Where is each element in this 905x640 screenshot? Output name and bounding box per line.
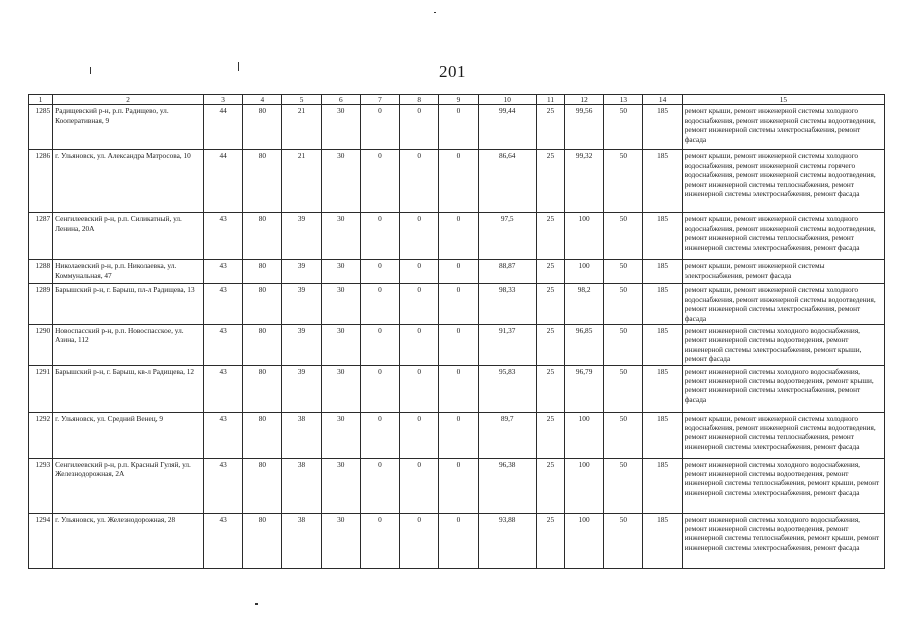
address-cell: г. Ульяновск, ул. Александра Матросова, 10 (53, 150, 204, 213)
value-cell: 80 (243, 365, 282, 412)
page-number: 201 (439, 62, 466, 81)
address-cell: Радищевский р-н, р.п. Радищево, ул. Кооперативная, 9 (53, 105, 204, 150)
address-cell: Сенгилеевский р-н, р.п. Красный Гуляй, ул. Железнодорожная, 2А (53, 458, 204, 513)
value-cell: 30 (321, 284, 360, 325)
column-header: 3 (204, 95, 243, 105)
address-cell: Новоспасский р-н, р.п. Новоспасское, ул. Азина, 112 (53, 325, 204, 366)
table-row (29, 412, 885, 458)
value-cell: 50 (604, 458, 643, 513)
row-number: 1293 (29, 458, 53, 513)
value-cell: 43 (204, 412, 243, 458)
work-types-cell: ремонт крыши, ремонт инженерной системы холодного водоснабжения, ремонт инженерной системы водоотведения, ремонт инженерной системы электроснабжения, ремонт фасада (682, 284, 884, 325)
value-cell: 89,7 (478, 412, 536, 458)
value-cell: 30 (321, 213, 360, 260)
work-types-cell: ремонт инженерной системы холодного водоснабжения, ремонт инженерной системы водоотведения, ремонт инженерной системы теплоснабжения, ремонт крыши, ремонт инженерной системы электроснабжения, ремонт фасада (682, 458, 884, 513)
value-cell: 43 (204, 260, 243, 284)
value-cell: 0 (439, 105, 478, 150)
value-cell: 97,5 (478, 213, 536, 260)
value-cell: 0 (439, 150, 478, 213)
value-cell: 99,32 (565, 150, 604, 213)
value-cell: 0 (400, 325, 439, 366)
value-cell: 50 (604, 213, 643, 260)
value-cell: 43 (204, 458, 243, 513)
column-header: 14 (643, 95, 682, 105)
value-cell: 185 (643, 284, 682, 325)
work-types-cell: ремонт инженерной системы холодного водоснабжения, ремонт инженерной системы водоотведения, ремонт инженерной системы теплоснабжения, ремонт крыши, ремонт инженерной системы электроснабжения, ремонт фасада (682, 513, 884, 568)
value-cell: 50 (604, 365, 643, 412)
value-cell: 30 (321, 513, 360, 568)
table-row (29, 213, 885, 260)
value-cell: 0 (360, 150, 399, 213)
value-cell: 80 (243, 284, 282, 325)
row-number: 1288 (29, 260, 53, 284)
address-cell: Николаевский р-н, р.п. Николаевка, ул. Коммунальная, 47 (53, 260, 204, 284)
value-cell: 25 (536, 284, 564, 325)
row-number: 1291 (29, 365, 53, 412)
column-header: 10 (478, 95, 536, 105)
value-cell: 86,64 (478, 150, 536, 213)
value-cell: 100 (565, 213, 604, 260)
value-cell: 43 (204, 284, 243, 325)
value-cell: 0 (400, 412, 439, 458)
value-cell: 44 (204, 105, 243, 150)
value-cell: 25 (536, 213, 564, 260)
table-row (29, 284, 885, 325)
row-number: 1294 (29, 513, 53, 568)
value-cell: 25 (536, 260, 564, 284)
value-cell: 25 (536, 325, 564, 366)
value-cell: 0 (360, 458, 399, 513)
column-header: 8 (400, 95, 439, 105)
value-cell: 80 (243, 412, 282, 458)
value-cell: 88,87 (478, 260, 536, 284)
address-cell: Барышский р-н, г. Барыш, пл-л Радищева, 13 (53, 284, 204, 325)
value-cell: 0 (360, 284, 399, 325)
value-cell: 185 (643, 105, 682, 150)
value-cell: 30 (321, 458, 360, 513)
value-cell: 43 (204, 513, 243, 568)
table-row (29, 260, 885, 284)
address-cell: Барышский р-н, г. Барыш, кв-л Радищева, 12 (53, 365, 204, 412)
value-cell: 185 (643, 260, 682, 284)
value-cell: 30 (321, 150, 360, 213)
value-cell: 39 (282, 213, 321, 260)
column-header: 11 (536, 95, 564, 105)
value-cell: 30 (321, 325, 360, 366)
value-cell: 50 (604, 284, 643, 325)
value-cell: 185 (643, 513, 682, 568)
value-cell: 25 (536, 513, 564, 568)
scan-mark (90, 67, 91, 74)
value-cell: 39 (282, 260, 321, 284)
column-header: 15 (682, 95, 884, 105)
work-types-cell: ремонт крыши, ремонт инженерной системы холодного водоснабжения, ремонт инженерной системы горячего водоснабжения, ремонт инженерной системы водоотведения, ремонт инженерной системы теплоснабжения, ремонт инженерной системы электроснабжения, ремонт фасада (682, 150, 884, 213)
value-cell: 39 (282, 365, 321, 412)
table-row (29, 365, 885, 412)
header-row (29, 95, 885, 105)
table-row (29, 458, 885, 513)
value-cell: 0 (439, 325, 478, 366)
value-cell: 93,88 (478, 513, 536, 568)
value-cell: 39 (282, 325, 321, 366)
value-cell: 0 (360, 260, 399, 284)
column-header: 7 (360, 95, 399, 105)
value-cell: 98,33 (478, 284, 536, 325)
value-cell: 50 (604, 150, 643, 213)
value-cell: 0 (400, 284, 439, 325)
value-cell: 25 (536, 458, 564, 513)
address-cell: Сенгилеевский р-н, р.п. Силикатный, ул. Ленина, 20А (53, 213, 204, 260)
value-cell: 99,56 (565, 105, 604, 150)
value-cell: 0 (439, 513, 478, 568)
value-cell: 0 (400, 513, 439, 568)
address-cell: г. Ульяновск, ул. Средний Венец, 9 (53, 412, 204, 458)
value-cell: 0 (400, 105, 439, 150)
value-cell: 21 (282, 105, 321, 150)
value-cell: 96,79 (565, 365, 604, 412)
value-cell: 0 (360, 412, 399, 458)
value-cell: 0 (400, 260, 439, 284)
value-cell: 0 (439, 458, 478, 513)
value-cell: 50 (604, 105, 643, 150)
row-number: 1290 (29, 325, 53, 366)
value-cell: 185 (643, 365, 682, 412)
value-cell: 185 (643, 412, 682, 458)
value-cell: 80 (243, 213, 282, 260)
value-cell: 50 (604, 325, 643, 366)
column-header: 9 (439, 95, 478, 105)
value-cell: 0 (439, 260, 478, 284)
row-number: 1286 (29, 150, 53, 213)
value-cell: 43 (204, 213, 243, 260)
value-cell: 0 (439, 365, 478, 412)
work-types-cell: ремонт крыши, ремонт инженерной системы холодного водоснабжения, ремонт инженерной системы водоотведения, ремонт инженерной системы электроснабжения, ремонт фасада (682, 105, 884, 150)
value-cell: 43 (204, 325, 243, 366)
row-number: 1292 (29, 412, 53, 458)
value-cell: 21 (282, 150, 321, 213)
value-cell: 0 (400, 213, 439, 260)
value-cell: 0 (439, 213, 478, 260)
value-cell: 30 (321, 105, 360, 150)
work-types-cell: ремонт крыши, ремонт инженерной системы холодного водоснабжения, ремонт инженерной системы водоотведения, ремонт инженерной системы теплоснабжения, ремонт инженерной системы электроснабжения, ремонт фасада (682, 412, 884, 458)
value-cell: 0 (360, 365, 399, 412)
value-cell: 0 (360, 325, 399, 366)
value-cell: 95,83 (478, 365, 536, 412)
scan-mark (434, 12, 436, 13)
column-header: 13 (604, 95, 643, 105)
row-number: 1289 (29, 284, 53, 325)
value-cell: 25 (536, 150, 564, 213)
column-header: 5 (282, 95, 321, 105)
value-cell: 80 (243, 325, 282, 366)
address-cell: г. Ульяновск, ул. Железнодорожная, 28 (53, 513, 204, 568)
value-cell: 0 (439, 284, 478, 325)
value-cell: 50 (604, 260, 643, 284)
value-cell: 80 (243, 105, 282, 150)
value-cell: 50 (604, 513, 643, 568)
value-cell: 96,38 (478, 458, 536, 513)
column-header: 4 (243, 95, 282, 105)
table-row (29, 105, 885, 150)
value-cell: 0 (400, 458, 439, 513)
value-cell: 91,37 (478, 325, 536, 366)
value-cell: 0 (400, 365, 439, 412)
value-cell: 25 (536, 365, 564, 412)
value-cell: 30 (321, 365, 360, 412)
row-number: 1287 (29, 213, 53, 260)
value-cell: 38 (282, 458, 321, 513)
value-cell: 0 (360, 213, 399, 260)
work-types-cell: ремонт инженерной системы холодного водоснабжения, ремонт инженерной системы водоотведения, ремонт инженерной системы электроснабжения, ремонт крыши, ремонт фасада (682, 325, 884, 366)
value-cell: 96,85 (565, 325, 604, 366)
work-types-cell: ремонт крыши, ремонт инженерной системы холодного водоснабжения, ремонт инженерной системы водоотведения, ремонт инженерной системы теплоснабжения, ремонт инженерной системы электроснабжения, ремонт фасада (682, 213, 884, 260)
row-number: 1285 (29, 105, 53, 150)
table-row (29, 150, 885, 213)
value-cell: 80 (243, 458, 282, 513)
value-cell: 30 (321, 260, 360, 284)
value-cell: 100 (565, 412, 604, 458)
column-header: 6 (321, 95, 360, 105)
column-header: 2 (53, 95, 204, 105)
value-cell: 38 (282, 513, 321, 568)
value-cell: 185 (643, 458, 682, 513)
value-cell: 185 (643, 213, 682, 260)
value-cell: 99,44 (478, 105, 536, 150)
work-types-cell: ремонт инженерной системы холодного водоснабжения, ремонт инженерной системы водоотведения, ремонт крыши, ремонт инженерной системы электроснабжения, ремонт фасада (682, 365, 884, 412)
value-cell: 80 (243, 150, 282, 213)
repair-register-table (28, 94, 885, 569)
value-cell: 25 (536, 412, 564, 458)
value-cell: 80 (243, 513, 282, 568)
value-cell: 50 (604, 412, 643, 458)
value-cell: 25 (536, 105, 564, 150)
value-cell: 0 (360, 513, 399, 568)
table-row (29, 513, 885, 568)
value-cell: 0 (360, 105, 399, 150)
value-cell: 100 (565, 513, 604, 568)
value-cell: 44 (204, 150, 243, 213)
value-cell: 185 (643, 150, 682, 213)
value-cell: 43 (204, 365, 243, 412)
scan-mark (255, 603, 258, 605)
column-header: 1 (29, 95, 53, 105)
table-row (29, 325, 885, 366)
scan-mark (238, 62, 239, 71)
value-cell: 100 (565, 260, 604, 284)
value-cell: 100 (565, 458, 604, 513)
value-cell: 98,2 (565, 284, 604, 325)
value-cell: 30 (321, 412, 360, 458)
value-cell: 39 (282, 284, 321, 325)
value-cell: 0 (400, 150, 439, 213)
value-cell: 0 (439, 412, 478, 458)
column-header: 12 (565, 95, 604, 105)
value-cell: 185 (643, 325, 682, 366)
work-types-cell: ремонт крыши, ремонт инженерной системы электроснабжения, ремонт фасада (682, 260, 884, 284)
value-cell: 38 (282, 412, 321, 458)
value-cell: 80 (243, 260, 282, 284)
